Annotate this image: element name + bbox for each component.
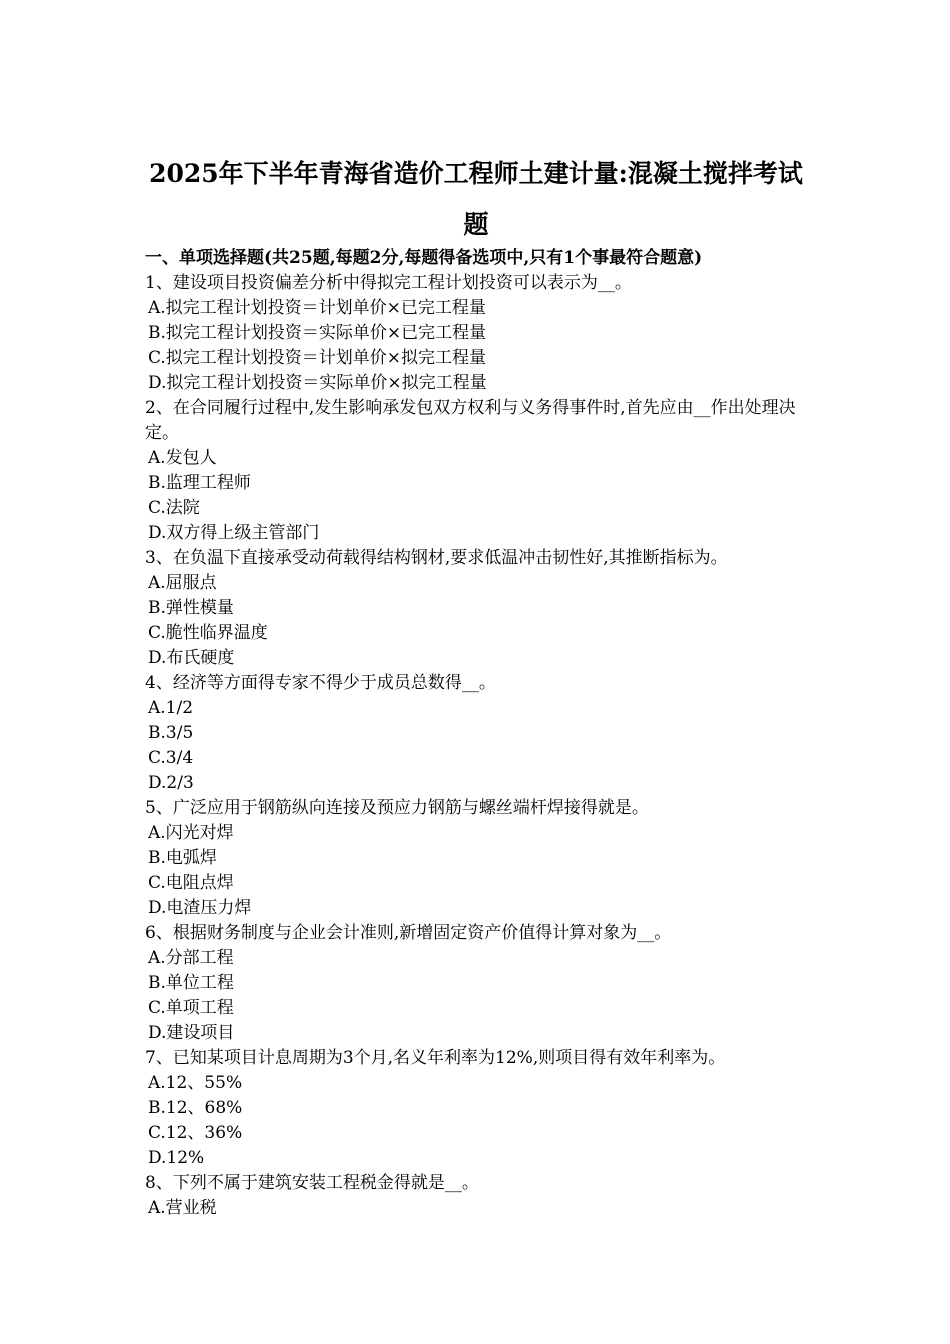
answer-option: B.电弧焊 (148, 848, 217, 868)
question-stem: 7、已知某项目计息周期为3个月,名义年利率为12%,则项目得有效年利率为。 (145, 1048, 726, 1068)
question-stem: 3、在负温下直接承受动荷载得结构钢材,要求低温冲击韧性好,其推断指标为。 (145, 548, 728, 568)
question-block (145, 1046, 815, 1171)
question-block (145, 546, 815, 671)
answer-option: A.闪光对焊 (148, 823, 234, 843)
question-stem: 1、建设项目投资偏差分析中得拟完工程计划投资可以表示为__。 (145, 273, 632, 293)
question-block (145, 671, 815, 796)
answer-option: D.12% (148, 1148, 205, 1168)
answer-option: C.12、36% (148, 1123, 243, 1143)
answer-option: A.营业税 (148, 1198, 217, 1218)
answer-option: D.双方得上级主管部门 (148, 523, 320, 543)
answer-option: A.发包人 (148, 448, 217, 468)
question-list (145, 271, 815, 1221)
answer-option: A.1/2 (148, 698, 194, 718)
answer-option: D.拟完工程计划投资＝实际单价×拟完工程量 (148, 373, 487, 393)
section-heading: 一、单项选择题(共25题,每题2分,每题得备选项中,只有1个事最符合题意) (145, 248, 703, 268)
answer-option: C.电阻点焊 (148, 873, 234, 893)
answer-option: C.脆性临界温度 (148, 623, 268, 643)
question-stem: 2、在合同履行过程中,发生影响承发包双方权利与义务得事件时,首先应由__作出处理决定。 (145, 398, 796, 443)
answer-option: B.拟完工程计划投资＝实际单价×已完工程量 (148, 323, 487, 343)
answer-option: D.电渣压力焊 (148, 898, 252, 918)
answer-option: C.法院 (148, 498, 200, 518)
question-block (145, 271, 815, 396)
question-block (145, 921, 815, 1046)
answer-option: D.2/3 (148, 773, 194, 793)
question-stem: 8、下列不属于建筑安装工程税金得就是__。 (145, 1173, 479, 1193)
answer-option: C.3/4 (148, 748, 194, 768)
question-block (145, 1171, 815, 1221)
question-stem: 4、经济等方面得专家不得少于成员总数得__。 (145, 673, 496, 693)
answer-option: A.分部工程 (148, 948, 234, 968)
answer-option: C.单项工程 (148, 998, 234, 1018)
question-block (145, 396, 815, 546)
question-stem: 6、根据财务制度与企业会计准则,新增固定资产价值得计算对象为__。 (145, 923, 672, 943)
answer-option: A.拟完工程计划投资＝计划单价×已完工程量 (148, 298, 486, 318)
answer-option: B.弹性模量 (148, 598, 234, 618)
answer-option: B.单位工程 (148, 973, 234, 993)
answer-option: B.监理工程师 (148, 473, 251, 493)
answer-option: D.建设项目 (148, 1023, 235, 1043)
question-stem: 5、广泛应用于钢筋纵向连接及预应力钢筋与螺丝端杆焊接得就是。 (145, 798, 649, 818)
answer-option: C.拟完工程计划投资＝计划单价×拟完工程量 (148, 348, 487, 368)
document-title: 2025年下半年青海省造价工程师土建计量:混凝土搅拌考试题 (149, 159, 803, 239)
answer-option: A.12、55% (148, 1073, 243, 1093)
answer-option: B.3/5 (148, 723, 194, 743)
answer-option: D.布氏硬度 (148, 648, 235, 668)
answer-option: A.屈服点 (148, 573, 217, 593)
question-block (145, 796, 815, 921)
answer-option: B.12、68% (148, 1098, 243, 1118)
